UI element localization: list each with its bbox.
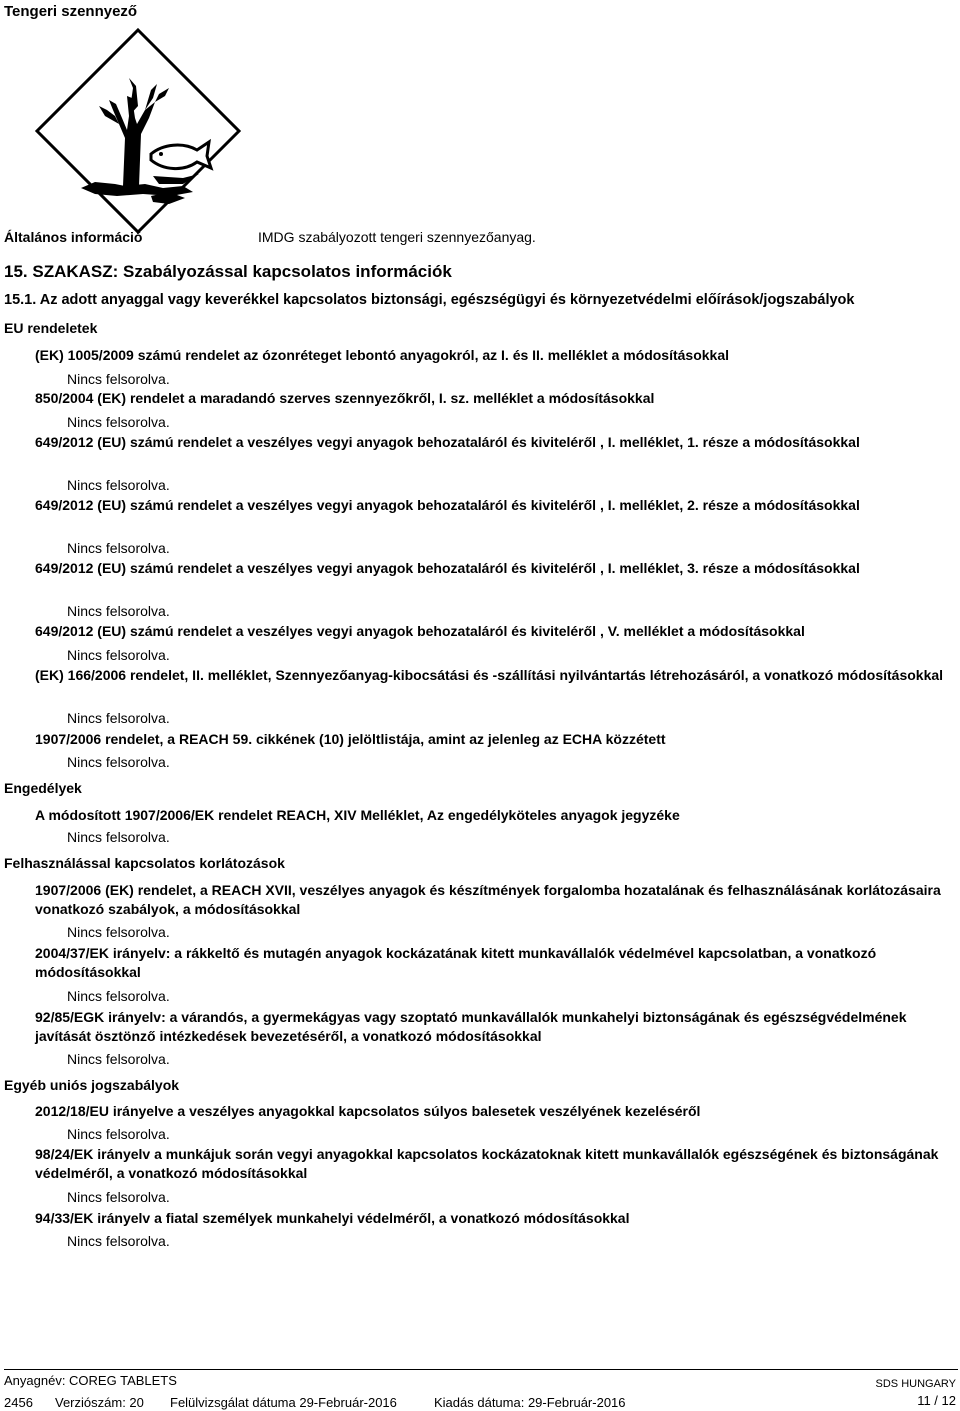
not-listed-text: Nincs felsorolva. <box>67 924 170 940</box>
eu-regulations-label: EU rendeletek <box>4 320 98 336</box>
regulation-item: 1907/2006 rendelet, a REACH 59. cikkének (10) jelöltlistája, amint az jelenleg az ECHA közzétett <box>35 731 666 747</box>
page-title: Tengeri szennyező <box>4 3 138 20</box>
section-subtitle: 15.1. Az adott anyaggal vagy keverékkel kapcsolatos biztonsági, egészségügyi és környezetvédelmi előírások/jogszabályok <box>4 292 855 308</box>
footer-page-number: 11 / 12 <box>917 1393 956 1408</box>
environment-hazard-icon <box>33 26 243 236</box>
regulation-item: 2004/37/EK irányelv: a rákkeltő és mutagén anyagok kockázatának kitett munkavállalók védelmével kapcsolatban, a vonatkozó módosításokkal <box>35 945 877 980</box>
not-listed-text: Nincs felsorolva. <box>67 414 170 430</box>
footer-review-date: Felülvizsgálat dátuma 29-Február-2016 <box>170 1395 397 1410</box>
regulation-item: (EK) 166/2006 rendelet, II. melléklet, Szennyezőanyag-kibocsátási és -szállítási nyilvántartás létrehozásáról, a vonatkozó módosításokkal <box>35 667 944 683</box>
regulation-item: 649/2012 (EU) számú rendelet a veszélyes vegyi anyagok behozataláról és kiviteléről , V. melléklet a módosításokkal <box>35 623 805 639</box>
general-info-value: IMDG szabályozott tengeri szennyezőanyag. <box>258 229 536 245</box>
footer-issue-date: Kiadás dátuma: 29-Február-2016 <box>434 1395 626 1410</box>
regulation-item: 850/2004 (EK) rendelet a maradandó szerves szennyezőkről, I. sz. melléklet a módosításokkal <box>35 390 655 406</box>
authorisations-label: Engedélyek <box>4 780 82 796</box>
not-listed-text: Nincs felsorolva. <box>67 603 170 619</box>
regulation-item: A módosított 1907/2006/EK rendelet REACH, XIV Melléklet, Az engedélyköteles anyagok jegyzéke <box>35 807 680 823</box>
not-listed-text: Nincs felsorolva. <box>67 1126 170 1142</box>
footer-product: Anyagnév: COREG TABLETS <box>4 1373 177 1388</box>
not-listed-text: Nincs felsorolva. <box>67 710 170 726</box>
not-listed-text: Nincs felsorolva. <box>67 829 170 845</box>
regulation-item: 649/2012 (EU) számú rendelet a veszélyes vegyi anyagok behozataláról és kiviteléről , I. melléklet, 2. része a módosításokkal <box>35 497 860 513</box>
general-info-label: Általános információ <box>4 229 143 245</box>
not-listed-text: Nincs felsorolva. <box>67 754 170 770</box>
not-listed-text: Nincs felsorolva. <box>67 1051 170 1067</box>
regulation-item: 94/33/EK irányelv a fiatal személyek munkahelyi védelméről, a vonatkozó módosításokkal <box>35 1210 630 1226</box>
section-title: 15. SZAKASZ: Szabályozással kapcsolatos információk <box>4 262 452 281</box>
restrictions-label: Felhasználással kapcsolatos korlátozások <box>4 855 285 871</box>
footer-sds-label: SDS HUNGARY <box>875 1378 956 1390</box>
not-listed-text: Nincs felsorolva. <box>67 540 170 556</box>
not-listed-text: Nincs felsorolva. <box>67 1189 170 1205</box>
regulation-item: (EK) 1005/2009 számú rendelet az ózonréteget lebontó anyagokról, az I. és II. melléklet a módosításokkal <box>35 347 730 363</box>
regulation-item: 92/85/EGK irányelv: a várandós, a gyermekágyas vagy szoptató munkavállalók munkahelyi biztonságának és egészségvédelmének javítását ösztönző intézkedések bevezetéséről, a vonatkozó módosításokkal <box>35 1009 907 1044</box>
regulation-item: 2012/18/EU irányelve a veszélyes anyagokkal kapcsolatos súlyos balesetek veszélyének kezeléséről <box>35 1103 701 1119</box>
footer-version: Verziószám: 20 <box>55 1395 144 1410</box>
regulation-item: 649/2012 (EU) számú rendelet a veszélyes vegyi anyagok behozataláról és kiviteléről , I. melléklet, 1. része a módosításokkal <box>35 434 860 450</box>
footer-number: 2456 <box>4 1395 33 1410</box>
not-listed-text: Nincs felsorolva. <box>67 1233 170 1249</box>
not-listed-text: Nincs felsorolva. <box>67 647 170 663</box>
regulation-item: 1907/2006 (EK) rendelet, a REACH XVII, veszélyes anyagok és készítmények forgalomba hozatalának és felhasználásának korlátozásaira vonatkozó szabályok, a módosításokkal <box>35 882 941 917</box>
other-eu-label: Egyéb uniós jogszabályok <box>4 1077 180 1093</box>
regulation-item: 649/2012 (EU) számú rendelet a veszélyes vegyi anyagok behozataláról és kiviteléről , I. melléklet, 3. része a módosításokkal <box>35 560 860 576</box>
not-listed-text: Nincs felsorolva. <box>67 988 170 1004</box>
footer-rule <box>4 1369 958 1370</box>
regulation-item: 98/24/EK irányelv a munkájuk során vegyi anyagokkal kapcsolatos kockázatoknak kitett munkavállalók egészségének és biztonságának védelméről, a vonatkozó módosításokkal <box>35 1146 939 1181</box>
not-listed-text: Nincs felsorolva. <box>67 371 170 387</box>
not-listed-text: Nincs felsorolva. <box>67 477 170 493</box>
